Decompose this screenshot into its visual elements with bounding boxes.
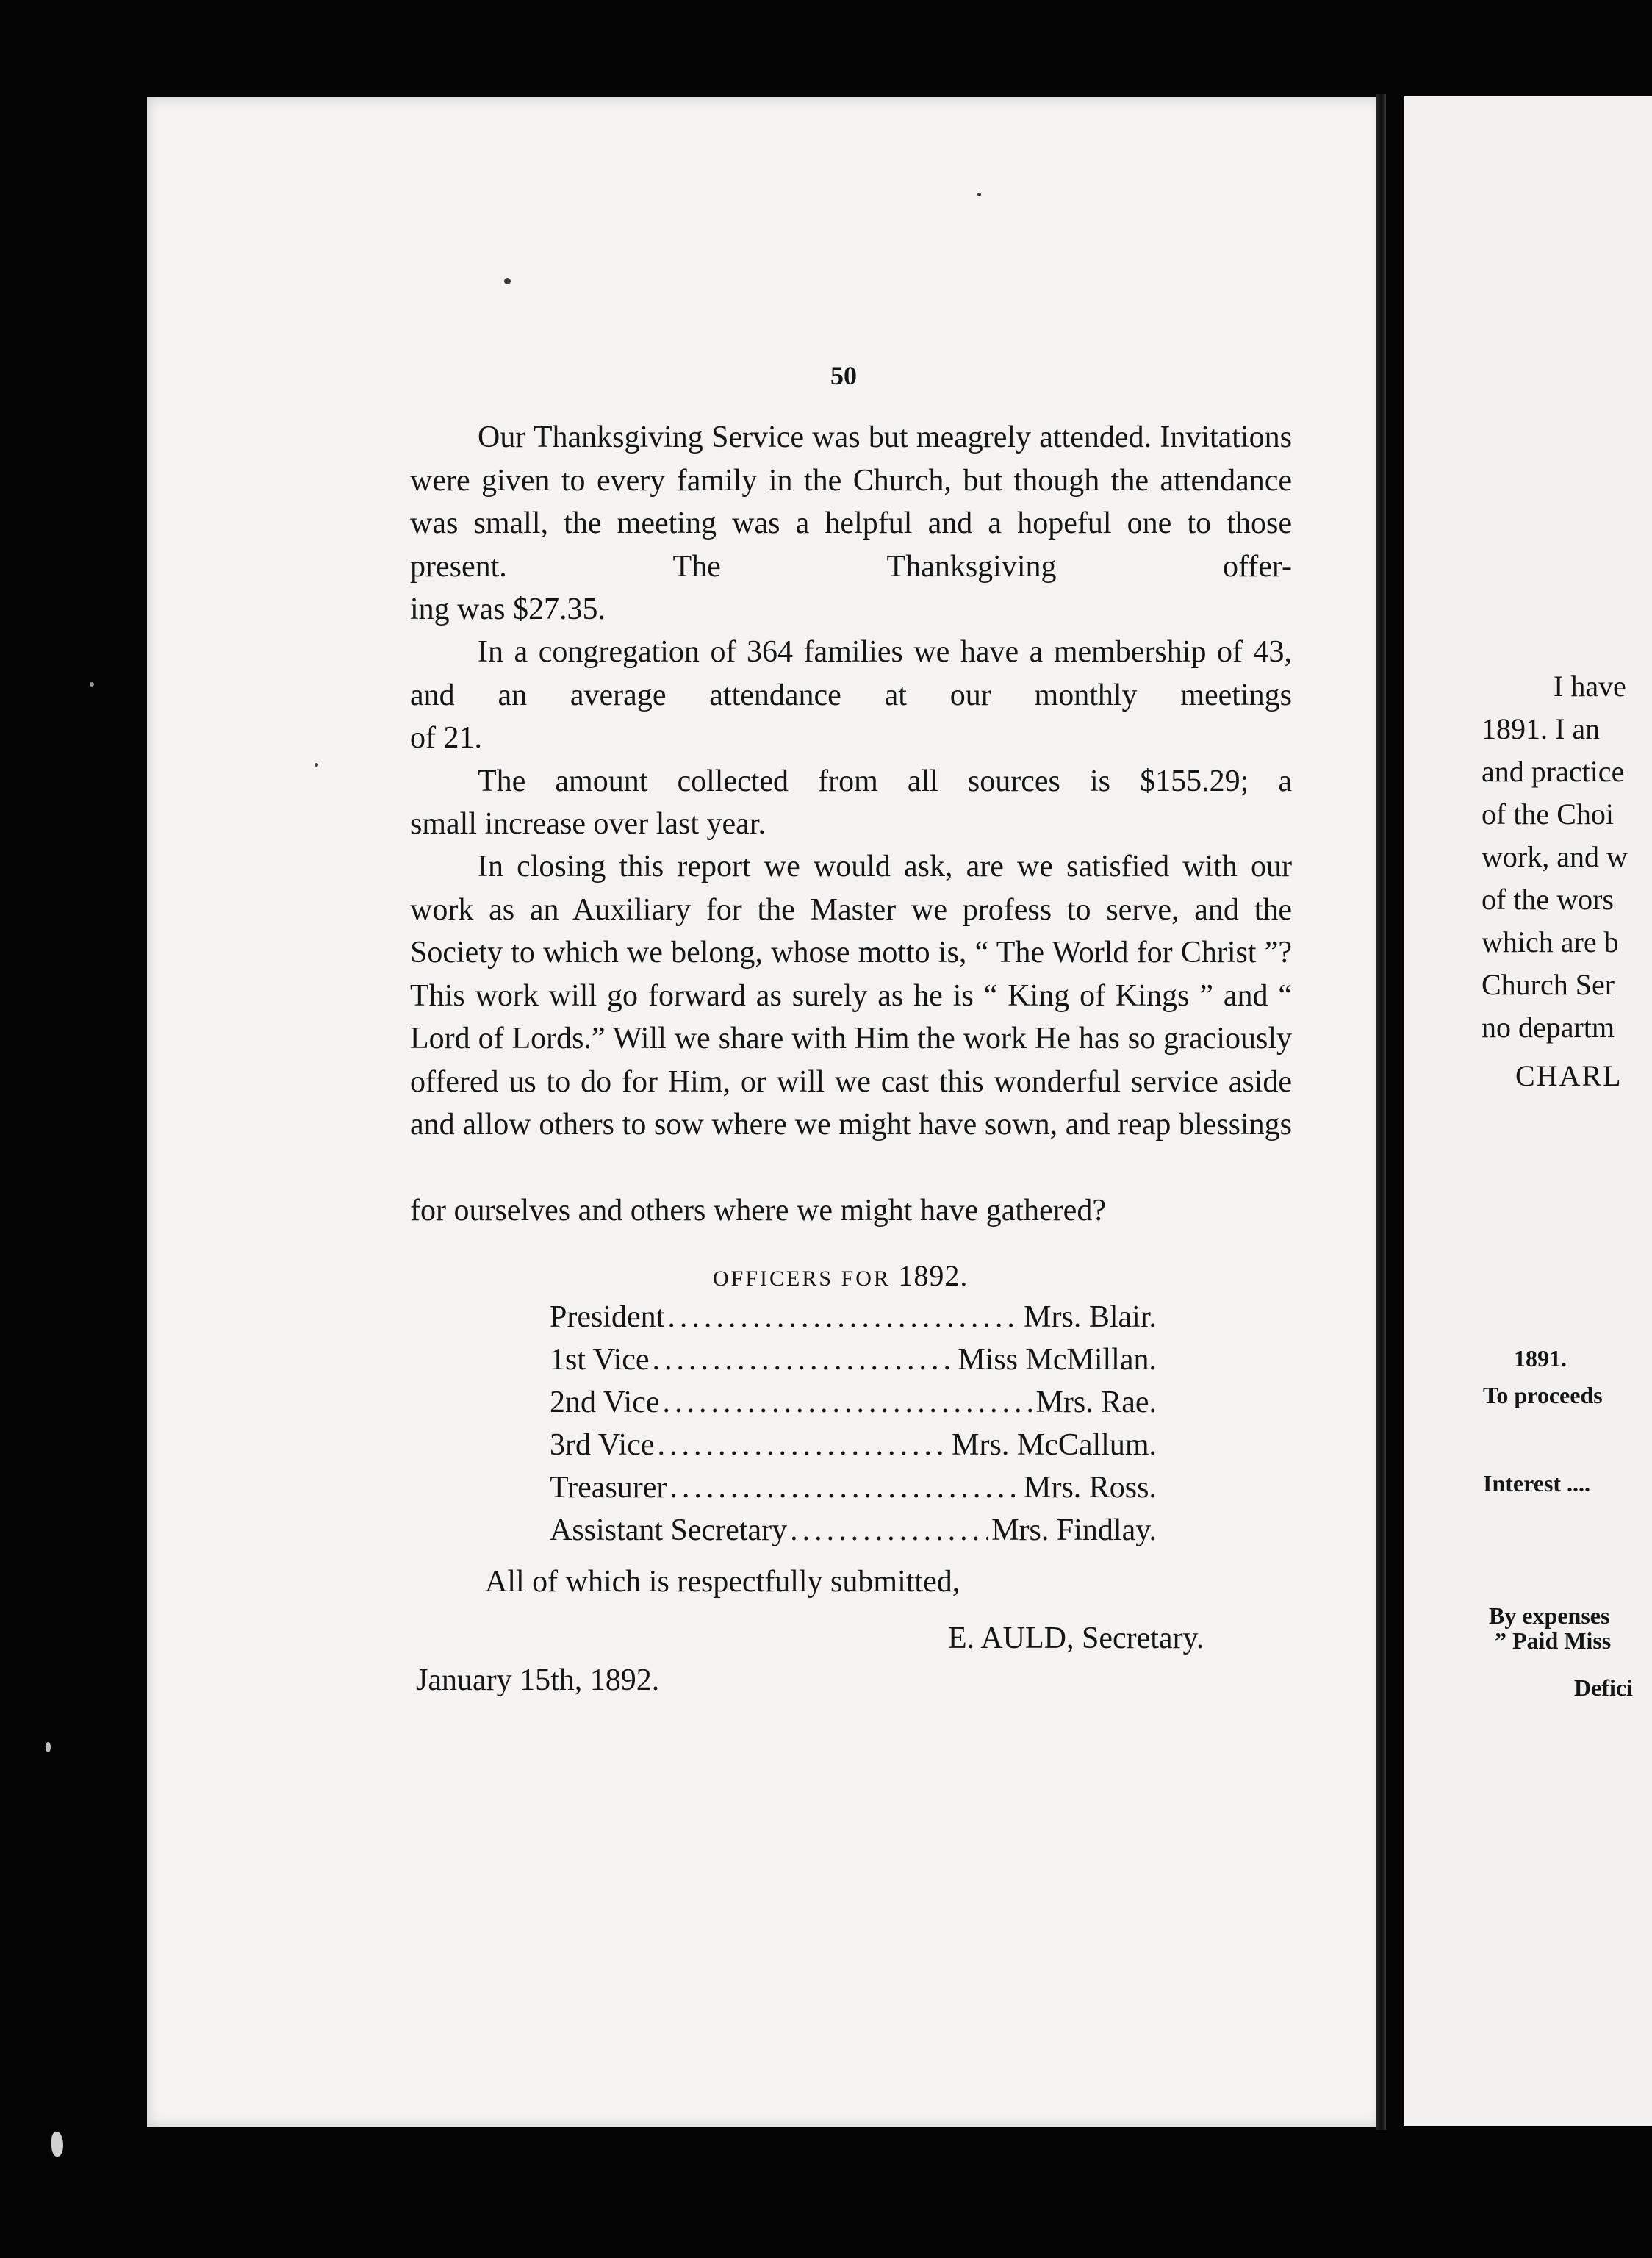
- officers-year: 1892.: [898, 1259, 969, 1292]
- right-text-line: of the wors: [1482, 883, 1614, 916]
- text-line: The amount collected from all sources is $155.29; a: [478, 764, 1292, 798]
- dot-leader: [663, 1385, 1033, 1420]
- edge-speck: [51, 2132, 63, 2157]
- closing-line: All of which is respectfully submitted,: [485, 1565, 960, 1599]
- officer-row-president: [550, 1300, 1157, 1342]
- text-line: though the attendance was small, the meeting was a helpful: [410, 463, 1293, 540]
- officer-name: Miss McMillan.: [958, 1343, 1157, 1377]
- report-date: January 15th, 1892.: [416, 1663, 660, 1697]
- text-line: he is “ King of Kings ” and “ Lord of Lords.” Will we share: [410, 978, 1293, 1055]
- right-text-line: work, and w: [1482, 840, 1628, 873]
- page-speck: [977, 193, 981, 196]
- officers-heading-text: OFFICERS FOR: [713, 1266, 891, 1291]
- right-text-line: 1891. I an: [1482, 712, 1601, 745]
- officer-name: Mrs. Findlay.: [991, 1513, 1157, 1547]
- right-signature-fragment: CHARL: [1515, 1059, 1623, 1092]
- text-line: of 21.: [410, 721, 482, 755]
- text-line: and a hopeful one to those present. The Thanksgiving offer-: [410, 506, 1293, 584]
- officer-row-3rd-vice: [550, 1427, 1157, 1470]
- officer-role: 2nd Vice: [550, 1386, 660, 1419]
- officers-heading: [713, 1258, 968, 1293]
- book-spine: [1376, 94, 1386, 2130]
- right-text-line: no departm: [1482, 1011, 1615, 1044]
- account-year: 1891.: [1514, 1345, 1567, 1372]
- right-text-line: Church Ser: [1482, 968, 1615, 1001]
- paragraph-amount: [410, 760, 1292, 803]
- text-line: and the Society to which we belong, whose motto is, “ The: [410, 892, 1293, 969]
- edge-speck: [46, 1742, 51, 1752]
- officer-row-1st-vice: [550, 1342, 1157, 1385]
- dot-leader: [653, 1342, 955, 1377]
- account-line: To proceeds: [1483, 1382, 1603, 1408]
- paragraph-thanksgiving: [410, 416, 1292, 588]
- dot-leader: [658, 1427, 949, 1463]
- paragraph-membership-end: [410, 717, 1292, 760]
- text-line: Him, or will we cast this wonderful service aside and allow: [410, 1064, 1293, 1141]
- officer-name: Mrs. Ross.: [1024, 1471, 1157, 1505]
- right-text-line: which are b: [1482, 925, 1619, 958]
- account-line: ” Paid Miss: [1495, 1627, 1612, 1654]
- account-line: Interest ....: [1483, 1470, 1591, 1497]
- right-text-line: and practice: [1482, 755, 1625, 788]
- officer-role: 3rd Vice: [550, 1428, 655, 1462]
- page-speck: [504, 278, 511, 284]
- dot-leader: [790, 1513, 988, 1548]
- right-page: [1404, 96, 1652, 2126]
- officer-role: President: [550, 1300, 665, 1334]
- text-line: ing was $27.35.: [410, 592, 606, 626]
- paragraph-amount-end: [410, 803, 1292, 846]
- officer-row-2nd-vice: [550, 1385, 1157, 1427]
- text-line: with Him the work He has so graciously offered us to do for: [410, 1022, 1292, 1099]
- paragraph-closing: [410, 845, 1292, 1147]
- text-line: In a congregation of 364 families we have a membership: [478, 635, 1207, 669]
- right-text-line: of the Choi: [1482, 798, 1614, 831]
- text-line: Our Thanksgiving Service was but meagrely attended.: [478, 420, 1152, 454]
- text-line: In closing this report we would ask, are we satisfied with: [478, 850, 1238, 884]
- account-line: Defici: [1574, 1674, 1633, 1701]
- page-number: 50: [830, 361, 857, 390]
- officer-role: Assistant Secretary: [550, 1513, 788, 1547]
- officer-role: 1st Vice: [550, 1343, 650, 1377]
- dot-leader: [667, 1300, 1021, 1335]
- officer-row-treasurer: [550, 1470, 1157, 1513]
- paragraph-closing-end: [410, 1189, 1292, 1233]
- officer-name: Mrs. Blair.: [1024, 1300, 1157, 1334]
- right-text-line: I have: [1554, 670, 1626, 703]
- account-line: By expenses: [1489, 1602, 1610, 1629]
- paragraph-membership: [410, 631, 1292, 717]
- signature: E. AULD, Secretary.: [948, 1621, 1204, 1655]
- officer-row-assistant-secretary: [550, 1513, 1157, 1555]
- paragraph-thanksgiving-end: [410, 588, 1292, 631]
- text-line: others to sow where we might have sown, and reap blessings: [539, 1108, 1293, 1141]
- text-line: for ourselves and others where we might have gathered?: [410, 1194, 1106, 1227]
- officer-role: Treasurer: [550, 1471, 667, 1505]
- text-line: World for Christ ”? This work will go forward as surely as: [410, 936, 1293, 1013]
- text-line: Invitations were given to every family in the Church, but: [410, 420, 1292, 498]
- dot-leader: [669, 1470, 1021, 1505]
- officer-name: Mrs. McCallum.: [952, 1428, 1157, 1462]
- text-line: small increase over last year.: [410, 807, 766, 841]
- page-speck: [315, 763, 318, 767]
- edge-speck: [90, 682, 94, 687]
- officer-name: Mrs. Rae.: [1035, 1386, 1157, 1419]
- text-line: our work as an Auxiliary for the Master we profess to serve,: [410, 850, 1292, 927]
- text-line: of 43, and an average attendance at our monthly meetings: [410, 635, 1293, 712]
